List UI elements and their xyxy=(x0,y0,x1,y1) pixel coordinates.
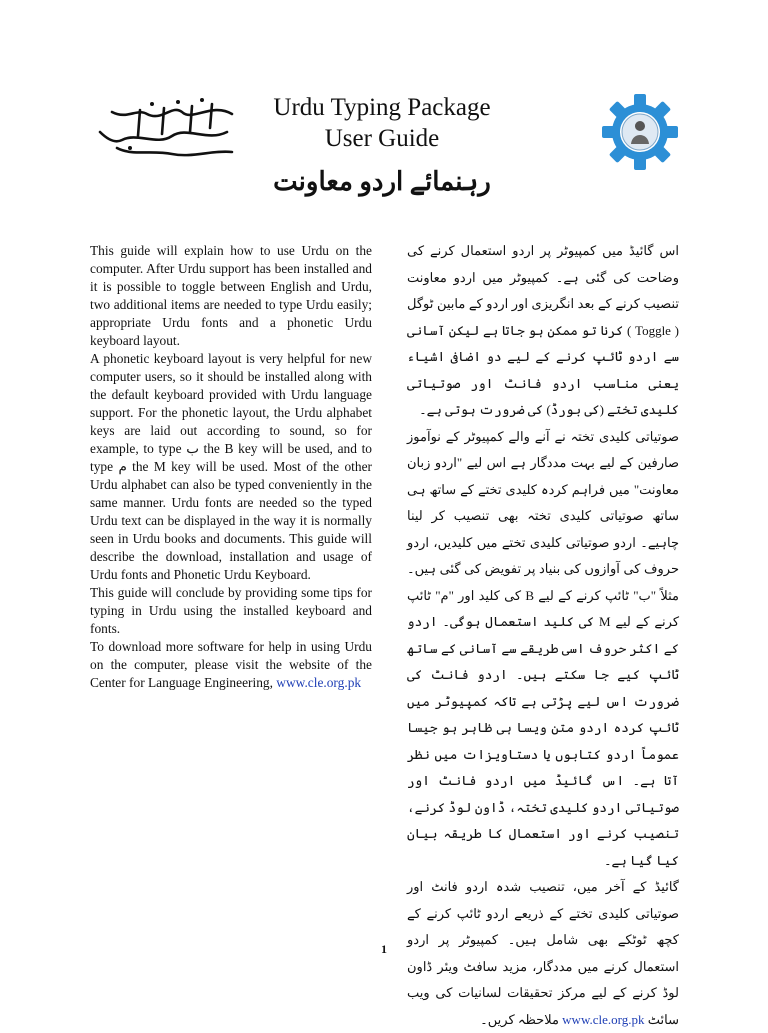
english-column xyxy=(90,242,372,692)
urdu-column xyxy=(407,238,679,1033)
document-title xyxy=(262,92,502,154)
english-website-text: To download more software for help in using Urdu on the computer, please visit the website of the Center for Language Engineering, xyxy=(90,639,372,690)
english-paragraph: This guide will conclude by providing some tips for typing in Urdu using the installed keyboard and fonts. xyxy=(90,585,372,636)
urdu-tail-text: ملاحظہ کریں۔ xyxy=(480,1011,559,1027)
gear-emblem-icon xyxy=(600,92,680,172)
cle-website-link-urdu[interactable]: www.cle.org.pk xyxy=(562,1011,645,1027)
title-line-1: Urdu Typing Package xyxy=(273,94,491,121)
page-number: 1 xyxy=(381,942,387,956)
urdu-paragraph: اس گائیڈ میں کمپیوٹر پر اردو استعمال کرنے کی وضاحت کی گئی ہے۔ کمپیوٹر میں اردو معاونت تنصیب کرنے کے بعد انگریزی اور اردو کے مابین ٹوگل ( Toggle ) کرنا تو ممکن ہو جاتا ہے لیکن آسانی سے اردو ٹائپ کرنے کے لیے دو اضافی اشیاء یعنی مناسب اردو فانٹ اور صوتیاتی کلیدی تختے (کی بورڈ) کی ضرورت ہوتی ہے۔ xyxy=(407,243,679,417)
urdu-website-text: گائیڈ کے آخر میں، تنصیب شدہ اردو فانٹ اور صوتیاتی کلیدی تختے کے ذریعے اردو ٹائپ کرنے کے کچھ ٹوٹکے بھی شامل ہیں۔ کمپیوٹر پر اردو استعمال کرنے میں مددگار، مزید سافٹ ویئر ڈاون لوڈ کرنے کے لیے مرکز تحقیقات لسانیات کی ویب سائٹ xyxy=(407,879,679,1027)
english-paragraph xyxy=(90,638,372,692)
urdu-paragraph: صوتیاتی کلیدی تختہ نے آنے والے کمپیوٹر کے نوآموز صارفین کے لیے بہت مددگار ہے اس لیے "اردو زبان معاونت" میں فراہم کردہ کلیدی تختے کے ساتھ ہی ساتھ صوتیاتی کلیدی تختہ بھی تنصیب کر لینا چاہیے۔ اردو صوتیاتی کلیدی تختے میں کلیدیں، اردو حروف کی آوازوں کی بنیاد پر تفویض کی گئی ہیں۔ مثلاً "ب" ٹائپ کرنے کے لیے B کی کلید اور "م" ٹائپ کرنے کے لیے M کی کلید استعمال ہوگی۔ اردو کے اکثر حروف اسی طریقے سے آسانی کے ساتھ ٹائپ کیے جا سکتے ہیں۔ اردو فانٹ کی ضرورت اس لیے پڑتی ہے تاکہ کمپیوٹر میں ٹائپ کردہ اردو متن ویسا ہی ظاہر ہو جیسا عموماً اردو کتابوں یا دستاویزات میں نظر آتا ہے۔ اس گائیڈ میں اردو فانٹ اور صوتیاتی اردو کلیدی تختہ، ڈاون لوڈ کرنے، تنصیب کرنے اور استعمال کا طریقہ بیان کیا گیا ہے۔ xyxy=(407,428,680,868)
title-line-2: User Guide xyxy=(324,125,440,152)
english-paragraph: This guide will explain how to use Urdu on the computer. After Urdu support has been installed and it is possible to toggle between English and Urdu, two additional items are needed to type Urdu easily; appropriate Urdu fonts and a phonetic Urdu keyboard layout. xyxy=(90,243,372,348)
english-paragraph: A phonetic keyboard layout is very helpful for new computer users, so it should be installed along with the default keyboard provided with Urdu language support. For the phonetic layout, the Urdu alphabet keys are laid out according to sound, so for example, to type ب the B key will be used, and to type م the M key will be used. Most of the other Urdu alphabet can also be typed conveniently in the same manner. Urdu fonts are needed so the typed Urdu text can be displayed in the way it is normally seen in Urdu books and documents. This guide will describe the download, installation and usage of Urdu fonts and Phonetic Urdu Keyboard. xyxy=(90,351,373,582)
cle-website-link[interactable]: www.cle.org.pk xyxy=(276,675,362,690)
urdu-title: رہنمائے اردو معاونت xyxy=(273,167,491,196)
cle-calligraphy-logo xyxy=(92,92,242,162)
